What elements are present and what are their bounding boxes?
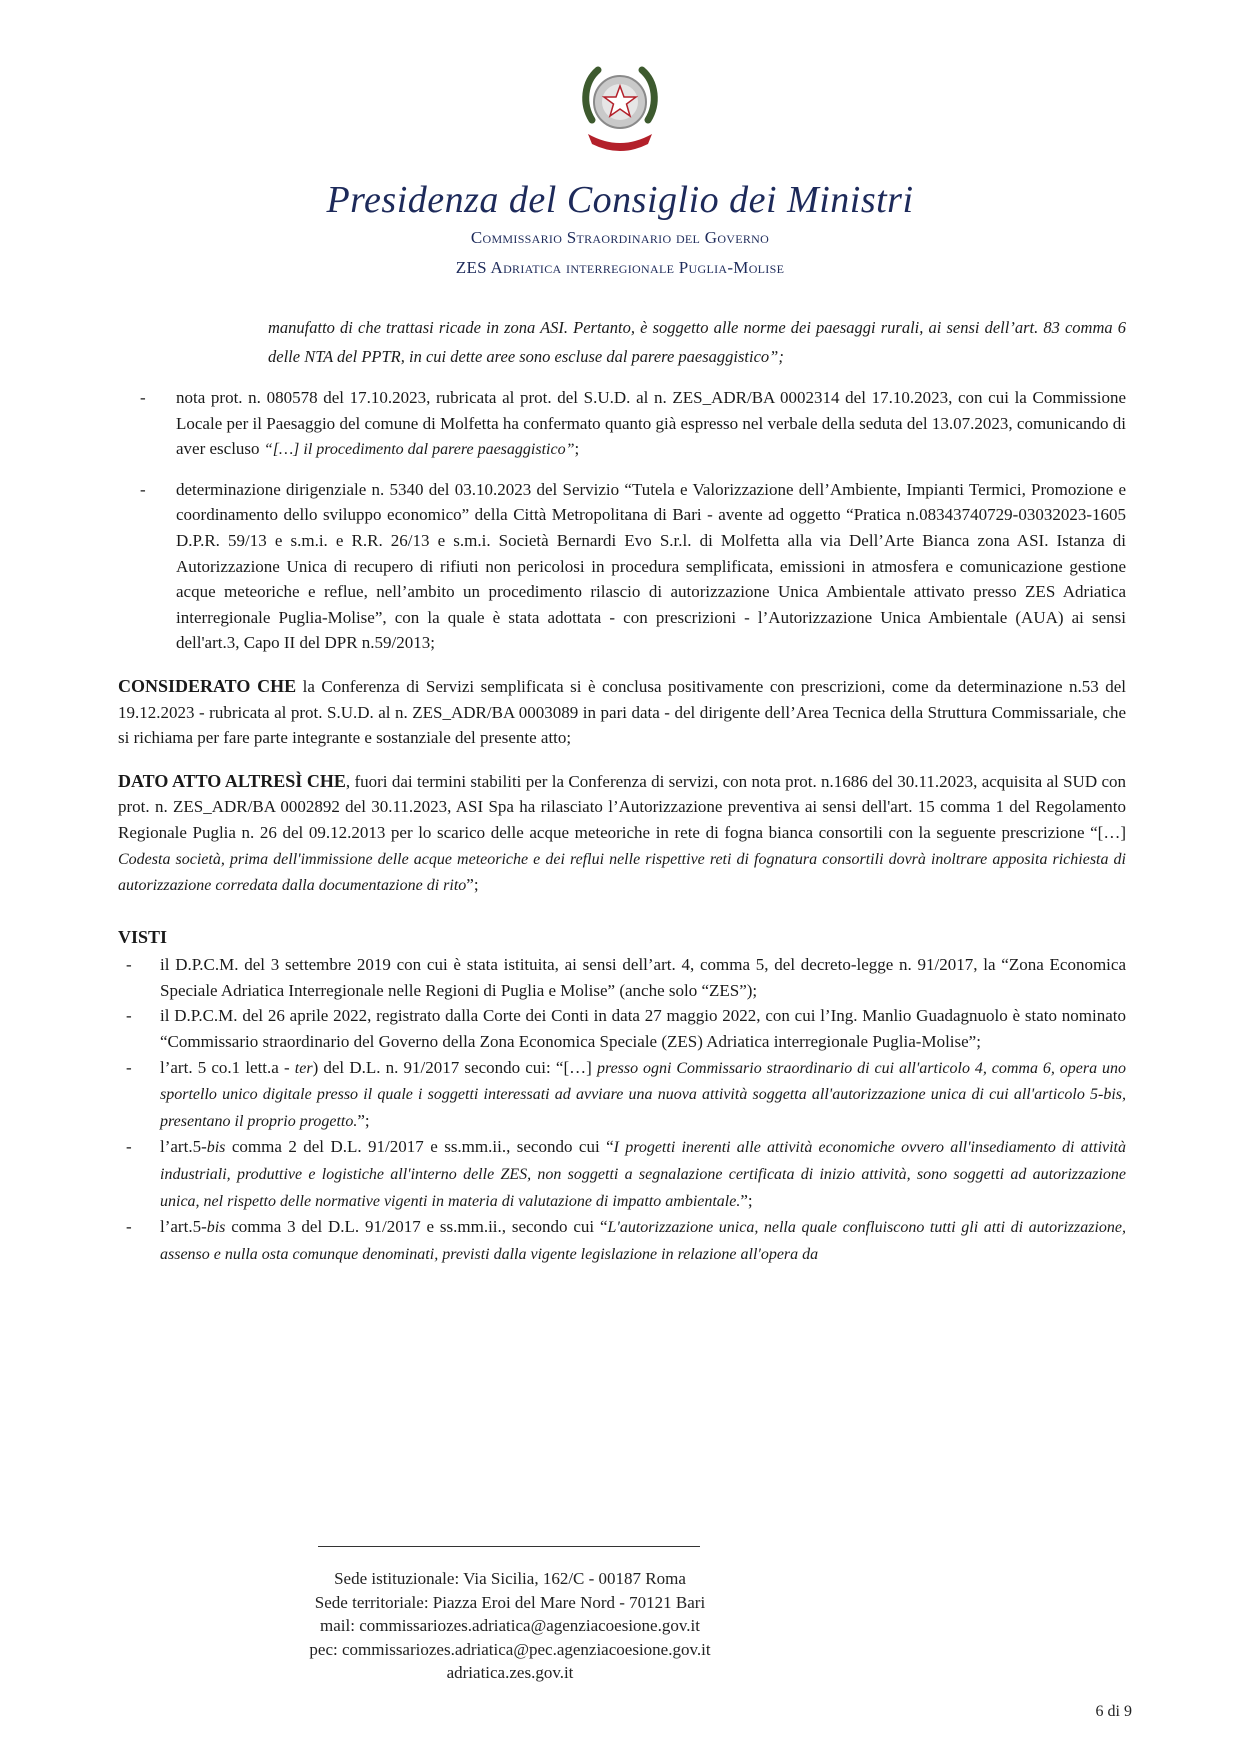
page-number: 6 di 9 <box>1095 1703 1132 1720</box>
office-line-2: ZES Adriatica interregionale Puglia-Molise <box>455 258 785 277</box>
footer-pec[interactable]: pec: commissariozes.adriatica@pec.agenziacoesione.gov.it <box>309 1639 711 1659</box>
item-mid: ) del D.L. n. 91/2017 secondo cui: “[…] <box>312 1057 597 1077</box>
item-mid: comma 3 del D.L. 91/2017 e ss.mm.ii., secondo cui “ <box>225 1217 608 1237</box>
list-item <box>118 477 1126 656</box>
item-pre: l’art. 5 co.1 lett.a - <box>160 1057 295 1077</box>
footer-territorial-address: Sede territoriale: Piazza Eroi del Mare Nord - 70121 Bari <box>314 1592 706 1612</box>
bullet-dash: - <box>126 955 132 975</box>
list-item <box>118 1055 1126 1135</box>
item-quote: I progetti inerenti alle attività economiche ovvero all'insediamento di attività industriali, produttive e logistiche all'interno delle ZES, non soggetti a segnalazione certificata di inizio attività, sono soggetti ad autorizzazione unica, nel rispetto delle normative vigenti in materia di valutazione di impatto ambientale. <box>160 1139 1126 1210</box>
section-heading-visti: VISTI <box>118 926 168 947</box>
paragraph-tail: ”; <box>466 875 479 895</box>
footer-institutional-address: Sede istituzionale: Via Sicilia, 162/C - 00187 Roma <box>334 1569 686 1588</box>
document-body <box>118 313 1126 1267</box>
bullet-dash: - <box>126 1006 132 1026</box>
item-quote: presso ogni Commissario straordinario di cui all'articolo 4, comma 6, opera uno sportello unico digitale presso il quale i soggetti interessati ad avviare una nuova attività soggetta all'autorizzazione unica di cui all'articolo 5-bis, presentano il proprio progetto. <box>160 1059 1127 1130</box>
item-quote: L'autorizzazione unica, nella quale confluiscono tutti gli atti di autorizzazione, assenso e nulla osta comunque denominati, previsti dalla vigente legislazione in relazione all'opera da <box>160 1219 1127 1263</box>
office-line-1: Commissario Straordinario del Governo <box>470 228 770 247</box>
footer-website[interactable]: adriatica.zes.gov.it <box>446 1663 574 1682</box>
list-item <box>118 952 1126 1003</box>
bullet-dash: - <box>126 1137 132 1157</box>
item-tail: ”; <box>740 1190 753 1210</box>
item-pre: l’art.5- <box>160 1137 207 1157</box>
dato-atto-paragraph <box>118 769 1126 899</box>
paragraph-text: , fuori dai termini stabiliti per la Conferenza di servizi, con nota prot. n.1686 del 30.11.2023, acquisita al SUD con prot. n. ZES_ADR/BA 0002892 del 30.11.2023, ASI Spa ha rilasciato l’Autorizzazione preventiva ai sensi dell'art. 15 comma 1 del Regolamento Regionale Puglia n. 26 del 09.12.2013 per lo scarico delle acque meteoriche in rete di fogna bianca consortili con la seguente prescrizione “[…] <box>118 771 1126 842</box>
considerato-paragraph <box>118 674 1126 751</box>
paragraph-lead: DATO ATTO ALTRESÌ CHE <box>118 770 346 791</box>
item-mid: comma 2 del D.L. 91/2017 e ss.mm.ii., secondo cui “ <box>225 1137 614 1157</box>
list-item <box>118 1134 1126 1214</box>
bullet-dash: - <box>126 1057 132 1077</box>
item-text: il D.P.C.M. del 26 aprile 2022, registrato dalla Corte dei Conti in data 27 maggio 2022, con cui l’Ing. Manlio Guadagnuolo è stato nominato “Commissario straordinario del Governo della Zona Economica Speciale (ZES) Adriatica interregionale Puglia-Molise”; <box>160 1006 1126 1052</box>
footer <box>200 1567 820 1685</box>
list-item <box>118 1214 1126 1267</box>
item-quote: “[…] il procedimento dal parere paesaggistico” <box>263 441 575 459</box>
item-tail: ”; <box>357 1110 370 1130</box>
list-item <box>118 385 1126 463</box>
bullet-dash: - <box>140 479 146 499</box>
item-pre: l’art.5- <box>160 1217 207 1237</box>
item-text: determinazione dirigenziale n. 5340 del 03.10.2023 del Servizio “Tutela e Valorizzazione dell’Ambiente, Impianti Termici, Promozione e coordinamento dello sviluppo economico” della Città Metropolitana di Bari - avente ad oggetto “Pratica n.08343740729-03032023-1605 D.P.R. 59/13 e s.m.i. e R.R. 26/13 e s.m.i. Società Bernardi Evo S.r.l. di Molfetta alla via Dell’Arte Bianca zona ASI. Istanza di Autorizzazione Unica di recupero di rifiuti non pericolosi in procedura semplificata, emissioni in atmosfera e comunicazione gestione acque meteoriche e reflue, nell’ambito un procedimento rilascio di autorizzazione Unica Ambientale attivato presso ZES Adriatica interregionale Puglia-Molise”, con la quale è stata adottata - con prescrizioni - l’Autorizzazione Unica Ambientale (AUA) ai sensi dell'art.3, Capo II del DPR n.59/2013; <box>176 479 1126 653</box>
item-pre-italic: bis <box>206 1219 226 1237</box>
paragraph-text: la Conferenza di Servizi semplificata si è conclusa positivamente con prescrizioni, come da determinazione n.53 del 19.12.2023 - rubricata al prot. S.U.D. al n. ZES_ADR/BA 0003089 in pari data - del dirigente dell’Area Tecnica della Struttura Commissariale, che si richiama per fare parte integrante e sostanziale del presente atto; <box>118 676 1126 748</box>
italian-republic-emblem-icon <box>578 60 662 156</box>
footer-email[interactable]: mail: commissariozes.adriatica@agenziacoesione.gov.it <box>320 1616 700 1635</box>
bullet-dash: - <box>140 388 146 407</box>
list-item <box>118 1003 1126 1054</box>
ministry-title: Presidenza del Consiglio dei Ministri <box>326 179 914 221</box>
item-tail: ; <box>574 439 580 459</box>
quote-continuation: manufatto di che trattasi ricade in zona ASI. Pertanto, è soggetto alle norme dei paesaggi rurali, ai sensi dell’art. 83 comma 6 delle NTA del PPTR, in cui dette aree sono escluse dal parere paesaggistico”; <box>268 318 1126 366</box>
item-text: nota prot. n. 080578 del 17.10.2023, rubricata al prot. del S.U.D. al n. ZES_ADR/BA 0002314 del 17.10.2023, con cui la Commissione Locale per il Paesaggio del comune di Molfetta ha confermato quanto già espresso nel verbale della seduta del 13.07.2023, comunicando di aver escluso <box>176 388 1126 459</box>
bullet-dash: - <box>126 1217 132 1237</box>
paragraph-lead: CONSIDERATO CHE <box>118 675 297 696</box>
item-pre-italic: ter <box>294 1059 313 1077</box>
visti-list <box>118 952 1126 1267</box>
item-text: il D.P.C.M. del 3 settembre 2019 con cui è stata istituita, ai sensi dell’art. 4, comma 5, del decreto-legge n. 91/2017, la “Zona Economica Speciale Adriatica Interregionale nelle Regioni di Puglia e Molise” (anche solo “ZES”); <box>160 955 1126 1000</box>
paragraph-quote: Codesta società, prima dell'immissione delle acque meteoriche e dei reflui nelle rispettive reti di fognatura consortili dovrà inoltrare apposita richiesta di autorizzazione corredata dalla documentazione di rito <box>118 850 1126 895</box>
item-pre-italic: bis <box>206 1139 226 1157</box>
footer-divider <box>318 1546 700 1547</box>
